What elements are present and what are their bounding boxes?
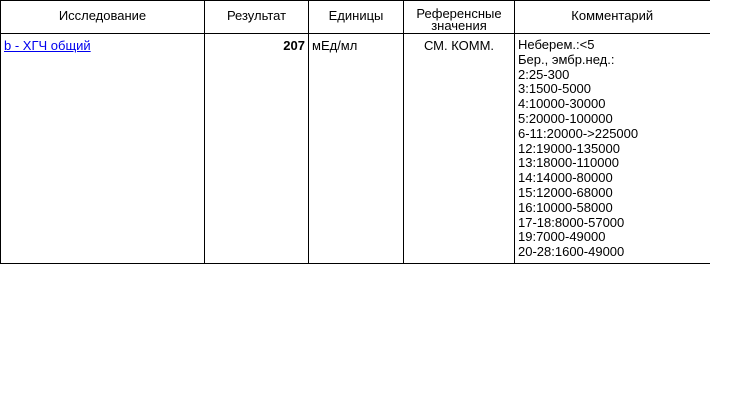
comment-line: 3:1500-5000	[518, 81, 592, 97]
comment-line: 16:10000-58000	[518, 199, 613, 215]
header-reference	[404, 1, 515, 34]
units-value: мЕд/мл	[309, 34, 404, 264]
table-row	[1, 34, 710, 264]
header-reference-line1: Референсные	[416, 6, 502, 21]
header-comment: Комментарий	[515, 1, 710, 34]
reference-value: СМ. КОММ.	[404, 34, 515, 264]
table-header-row	[1, 1, 710, 34]
comment-line: 4:10000-30000	[518, 96, 606, 112]
comment-line: Неберем.:<5	[518, 37, 595, 52]
comment-line: 5:20000-100000	[518, 110, 613, 126]
comment-line: 14:14000-80000	[518, 170, 613, 186]
header-test: Исследование	[1, 1, 205, 34]
test-name-link[interactable]: b - ХГЧ общий	[4, 38, 91, 53]
comment-line: 17-18:8000-57000	[518, 214, 625, 230]
comment-line: 6-11:20000->225000	[518, 125, 639, 141]
comment-line: 13:18000-110000	[518, 155, 619, 171]
result-value: 207	[205, 34, 309, 264]
test-name-cell	[1, 34, 205, 264]
comment-line: Бер., эмбр.нед.:	[518, 51, 615, 67]
comment-line: 19:7000-49000	[518, 229, 606, 245]
comment-line: 12:19000-135000	[518, 140, 620, 156]
comment-line: 20-28:1600-49000	[518, 244, 625, 260]
header-units: Единицы	[309, 1, 404, 34]
comment-line: 2:25-300	[518, 66, 570, 82]
header-result: Результат	[205, 1, 309, 34]
comment-cell	[515, 34, 710, 264]
header-reference-line2: значения	[431, 18, 487, 33]
comment-line: 15:12000-68000	[518, 184, 613, 200]
